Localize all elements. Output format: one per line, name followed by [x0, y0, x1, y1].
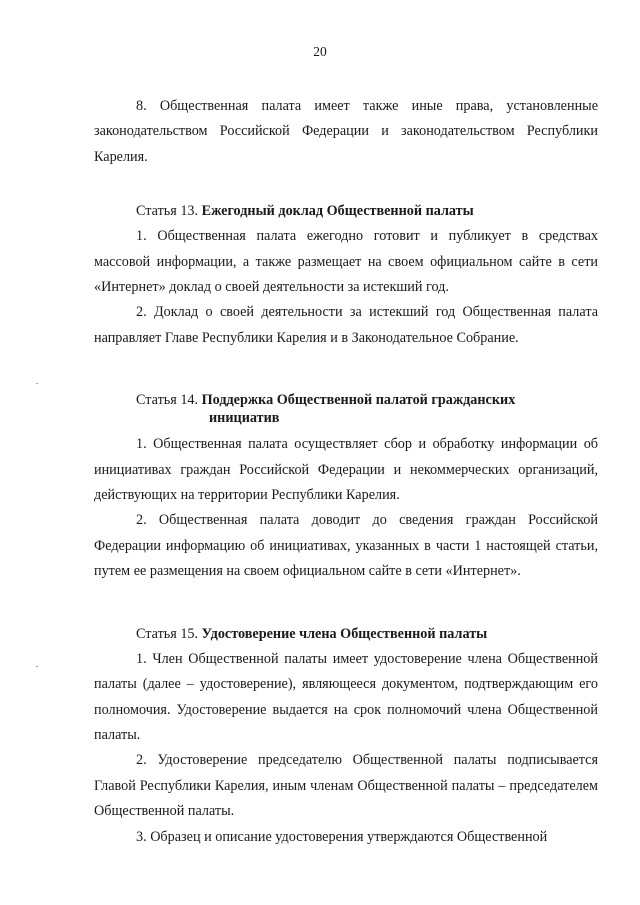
page-number: 20 — [313, 44, 327, 59]
article-paragraph: 1. Общественная палата ежегодно готовит и публикует в средствах массовой информации, а также размещает на своем официальном сайте в сети «Интернет» доклад о своей деятельности за истекший год. — [94, 228, 598, 296]
spacer — [94, 351, 598, 388]
article-paragraph: 2. Доклад о своей деятельности за истекший год Общественная палата направляет Главе Республики Карелия и в Законодательное Собрание. — [94, 304, 598, 346]
article-14 — [94, 388, 598, 584]
intro-paragraph: 8. Общественная палата имеет также иные права, установленные законодательством Российской Федерации и законодательством Республики Карелия. — [94, 98, 598, 165]
article-title: Поддержка Общественной палатой гражданских — [201, 392, 516, 409]
article-title-continuation: инициатив — [209, 410, 280, 427]
article-paragraph: 1. Общественная палата осуществляет сбор и обработку информации об инициативах граждан Российской Федерации и некоммерческих организаций, действующих на территории Республики Карелия. — [94, 436, 598, 504]
article-label: Статья 14. — [136, 392, 199, 409]
article-paragraph: 1. Член Общественной палаты имеет удостоверение члена Общественной палаты (далее – удостоверение), являющееся документом, подтверждающим его полномочия. Удостоверение выдается на срок полномочий члена Общественной палаты. — [94, 650, 598, 743]
spacer — [94, 170, 598, 199]
margin-mark — [36, 666, 38, 667]
article-label: Статья 15. — [136, 625, 199, 642]
article-paragraph: 2. Удостоверение председателю Общественной палаты подписывается Главой Республики Карелия, иным членам Общественной палаты – председателем Общественной палаты. — [94, 752, 598, 820]
article-title: Удостоверение члена Общественной палаты — [201, 625, 488, 642]
article-15 — [94, 622, 598, 850]
article-heading — [94, 622, 598, 647]
article-paragraph: 2. Общественная палата доводит до сведения граждан Российской Федерации информацию об инициативах, указанных в части 1 настоящей статьи, путем ее размещения на своем официальном сайте в сети «Интернет». — [94, 512, 598, 580]
document-body — [94, 94, 598, 850]
article-paragraph: 3. Образец и описание удостоверения утверждаются Общественной — [136, 828, 548, 845]
article-label: Статья 13. — [136, 203, 199, 220]
article-heading — [94, 199, 598, 224]
spacer — [94, 585, 598, 622]
article-13 — [94, 199, 598, 351]
margin-mark — [36, 383, 38, 384]
article-title: Ежегодный доклад Общественной палаты — [201, 203, 474, 220]
